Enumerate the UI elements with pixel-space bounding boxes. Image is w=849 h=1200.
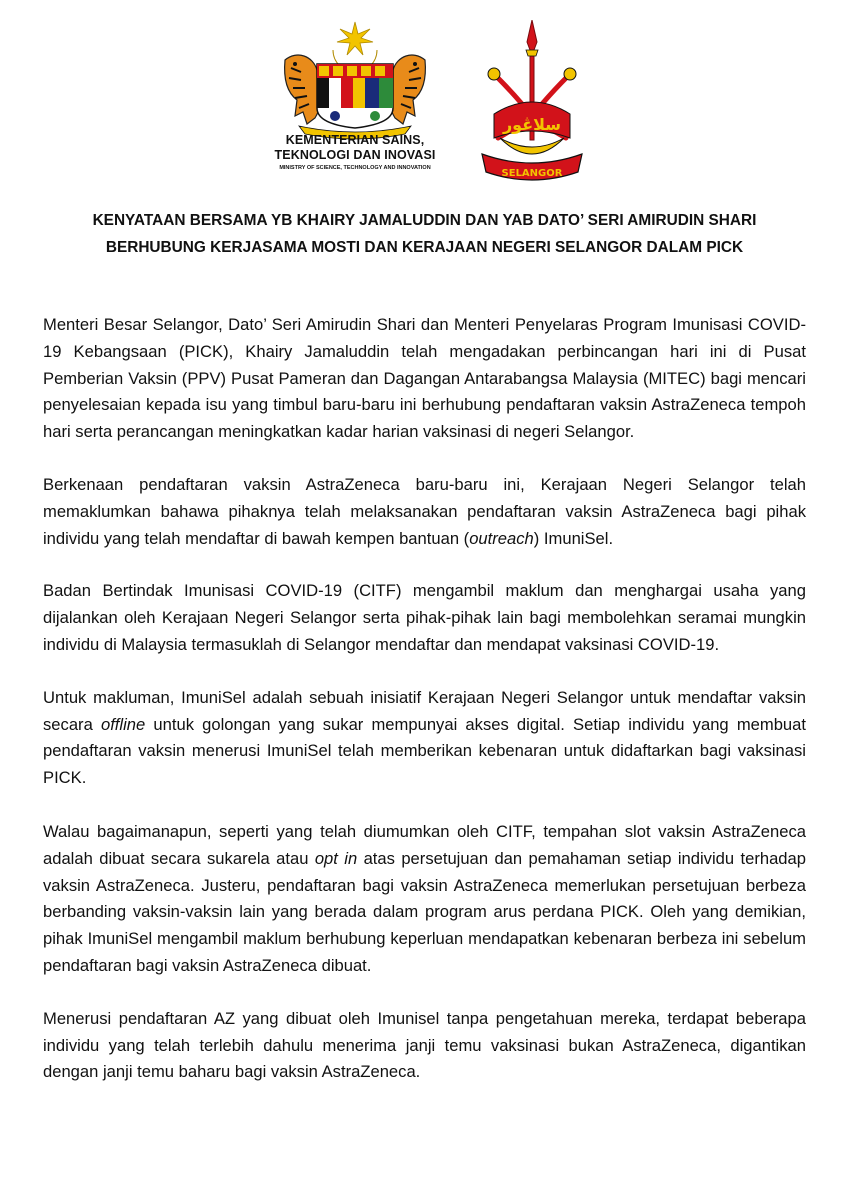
paragraph-2-text-a: Berkenaan pendaftaran vaksin AstraZeneca baru-baru ini, Kerajaan Negeri Selangor telah memaklumkan bahawa pihaknya telah melaksanakan pendaftaran vaksin AstraZeneca bagi pihak individu yang telah mendaftar di bawah kempen bantuan (: [43, 474, 806, 548]
selangor-ribbon-label: SELANGOR: [501, 168, 563, 179]
paragraph-5-italic: opt in: [314, 848, 358, 868]
paragraph-4-text-a: Untuk makluman, ImuniSel adalah sebuah inisiatif Kerajaan Negeri Selangor untuk mendaftar vaksin secara: [43, 687, 806, 734]
selangor-state-emblem-logo: [470, 20, 595, 195]
paragraph-2-text-c: ) ImuniSel.: [533, 528, 614, 548]
paragraph-4: [43, 685, 806, 792]
ministry-name-english: MINISTRY OF SCIENCE, TECHNOLOGY AND INNOVATION: [279, 165, 431, 171]
paragraph-5-text-a: Walau bagaimanapun, seperti yang telah diumumkan oleh CITF, tempahan slot vaksin AstraZeneca adalah dibuat secara sukarela atau: [43, 821, 806, 868]
paragraph-2: [43, 472, 806, 552]
paragraph-6: Menerusi pendaftaran AZ yang dibuat oleh Imunisel tanpa pengetahuan mereka, terdapat beberapa individu yang telah terlebih dahulu menerima janji temu vaksinasi bukan AstraZeneca, digantikan dengan janji temu baharu bagi vaksin AstraZeneca.: [43, 1008, 806, 1082]
paragraph-3: Badan Bertindak Imunisasi COVID-19 (CITF) mengambil maklum dan menghargai usaha yang dijalankan oleh Kerajaan Negeri Selangor serta pihak-pihak lain bagi membolehkan seramai mungkin individu di Malaysia termasuklah di Selangor mendaftar dan mendapat vaksinasi COVID-19.: [43, 581, 806, 654]
ministry-name-line1: KEMENTERIAN SAINS,: [285, 133, 425, 147]
paragraph-1: Menteri Besar Selangor, Dato’ Seri Amirudin Shari dan Menteri Penyelaras Program Imunisasi COVID-19 Kebangsaan (PICK), Khairy Jamaluddin telah mengadakan perbincangan hari ini di Pusat Pemberian Vaksin (PPV) Pusat Pameran dan Dagangan Antarabangsa Malaysia (MITEC) bagi mencari penyelesaian kepada isu yang timbul baru-baru ini berhubung pendaftaran vaksin AstraZeneca tempoh hari serta perancangan meningkatkan kadar harian vaksinasi di negeri Selangor.: [43, 315, 806, 442]
title-line-1: KENYATAAN BERSAMA YB KHAIRY JAMALUDDIN DAN YAB DATO’ SERI AMIRUDIN SHARI: [92, 212, 757, 229]
statement-body: [43, 312, 806, 1112]
title-line-2: BERHUBUNG KERJASAMA MOSTI DAN KERAJAAN NEGERI SELANGOR DALAM PICK: [105, 239, 744, 256]
statement-title: [40, 207, 809, 261]
paragraph-4-text-c: untuk golongan yang sukar mempunyai akses digital. Setiap individu yang membuat pendaftaran vaksin menerusi ImuniSel telah memberikan kebenaran untuk didaftarkan bagi vaksinasi PICK.: [43, 714, 806, 788]
paragraph-2-italic: outreach: [469, 528, 534, 548]
ministry-name-line2: TEKNOLOGI DAN INOVASI: [274, 148, 436, 162]
selangor-jawi-label: سلاڠور: [502, 115, 562, 134]
ministry-name-block: [262, 133, 448, 172]
paragraph-5: [43, 819, 806, 980]
header-logos: [0, 20, 849, 195]
paragraph-4-italic: offline: [100, 714, 146, 734]
paragraph-5-text-c: atas persetujuan dan pemahaman setiap individu terhadap vaksin AstraZeneca. Justeru, pendaftaran bagi vaksin AstraZeneca memerlukan persetujuan berbeza berbanding vaksin-vaksin lain yang berada dalam program arus perdana PICK. Oleh yang demikian, pihak ImuniSel mengambil maklum berhubung keperluan mendapatkan kebenaran berbeza ini sebelum pendaftaran bagi vaksin AstraZeneca dibuat.: [43, 848, 806, 975]
